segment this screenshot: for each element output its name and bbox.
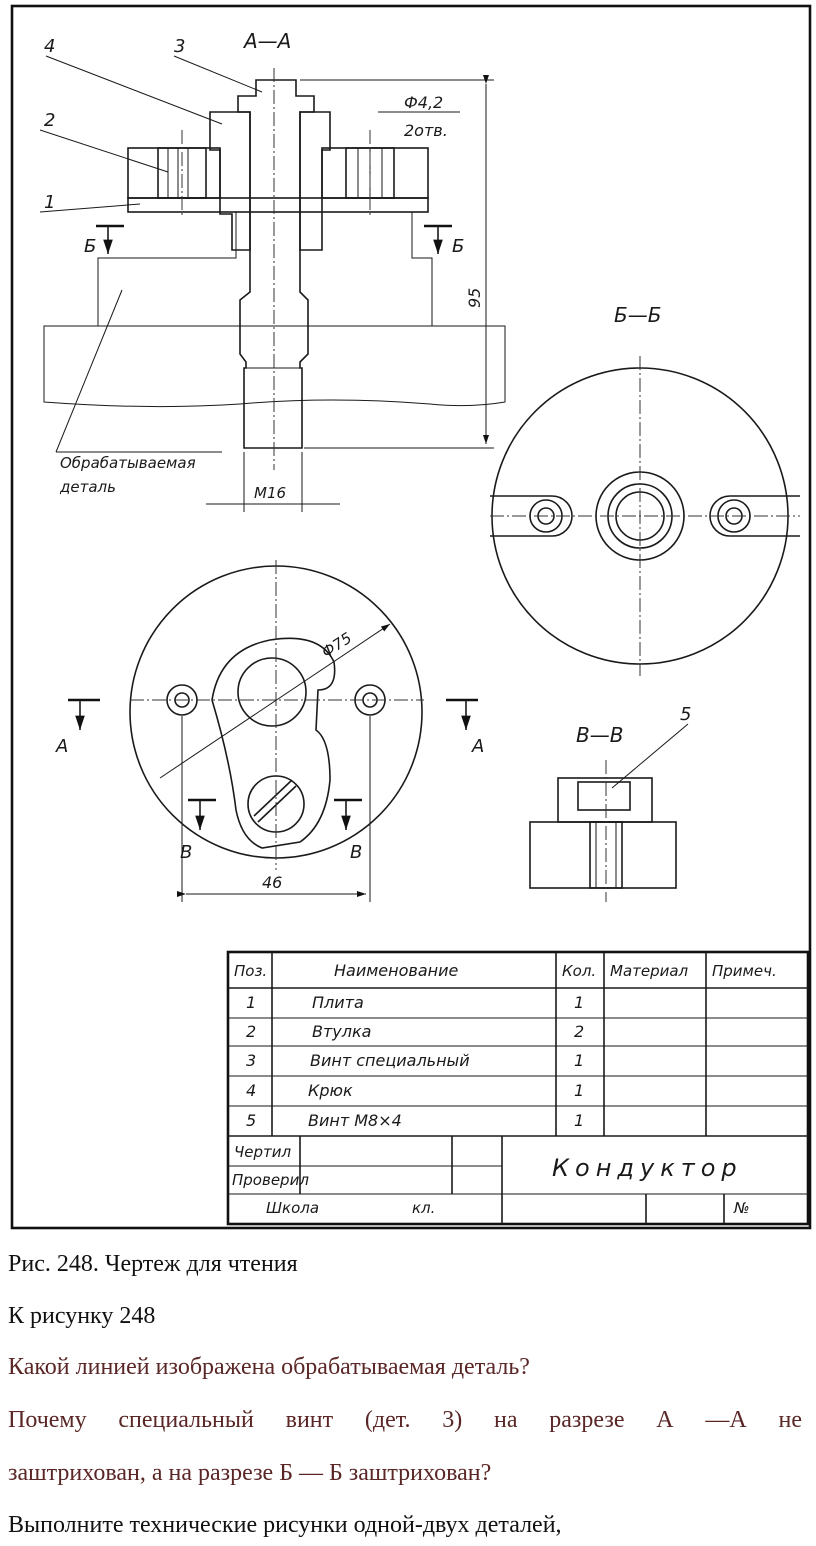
support-legs xyxy=(98,212,432,326)
dim-thread: М16 xyxy=(254,484,287,502)
cut-v-right: В xyxy=(350,842,363,863)
question-1: Какой линией изображена обрабатываемая деталь? xyxy=(8,1354,530,1380)
cut-v-left: В xyxy=(180,842,193,863)
special-screw-part-3 xyxy=(238,80,314,448)
dim-hole-dia: Ф4,2 xyxy=(404,93,444,112)
workpiece-label-2: деталь xyxy=(60,478,116,496)
position-1: 1 xyxy=(44,192,56,213)
title-block xyxy=(228,952,808,1224)
row1-qty: 1 xyxy=(574,993,585,1012)
section-aa-label: А—А xyxy=(244,29,292,53)
section-vv-view xyxy=(530,704,691,902)
hdr-material: Материал xyxy=(610,962,689,980)
row5-name: Винт М8×4 xyxy=(308,1111,402,1130)
row4-name: Крюк xyxy=(308,1081,353,1100)
row2-qty: 2 xyxy=(574,1022,585,1041)
row3-pos: 3 xyxy=(246,1051,257,1070)
row4-pos: 4 xyxy=(246,1081,257,1100)
position-5: 5 xyxy=(680,704,692,725)
stamp-drew: Чертил xyxy=(234,1143,292,1161)
hdr-qty: Кол. xyxy=(562,962,597,980)
position-2: 2 xyxy=(44,110,56,131)
drawing-title: Кондуктор xyxy=(552,1154,743,1182)
row3-name: Винт специальный xyxy=(310,1051,470,1070)
screw-head-plan xyxy=(238,658,306,726)
sheet-frame xyxy=(12,6,810,1228)
cut-a-left: А xyxy=(56,736,69,757)
plate-part-1 xyxy=(128,198,428,212)
hdr-pos: Поз. xyxy=(234,962,268,980)
cut-a-right: А xyxy=(472,736,485,757)
hook-part-4-right xyxy=(300,112,330,250)
dim-hole-count: 2отв. xyxy=(404,121,448,140)
row5-qty: 1 xyxy=(574,1111,585,1130)
dim-diameter: Ф75 xyxy=(318,628,356,662)
hook-plan-outline xyxy=(212,638,335,848)
row5-pos: 5 xyxy=(246,1111,257,1130)
row3-qty: 1 xyxy=(574,1051,585,1070)
task-text: Выполните технические рисунки одной-двух деталей, xyxy=(8,1512,562,1538)
stamp-class: кл. xyxy=(412,1199,436,1217)
figure-subtitle: К рисунку 248 xyxy=(8,1303,156,1329)
cut-b-left: Б xyxy=(84,236,97,257)
cut-b-right: Б xyxy=(452,236,465,257)
row4-qty: 1 xyxy=(574,1081,585,1100)
position-3: 3 xyxy=(174,36,186,57)
hook-part-4 xyxy=(210,112,250,250)
row2-name: Втулка xyxy=(312,1022,372,1041)
dim-height: 95 xyxy=(465,287,484,308)
stamp-number: № xyxy=(734,1199,750,1217)
section-bb-view xyxy=(490,303,800,676)
figure-caption: Рис. 248. Чертеж для чтения xyxy=(8,1251,298,1277)
hdr-name: Наименование xyxy=(334,961,459,980)
plate-right-section xyxy=(322,148,428,198)
question-2-line-2: заштрихован, а на разрезе Б — Б заштрихован? xyxy=(8,1460,492,1486)
position-4: 4 xyxy=(44,36,56,57)
row2-pos: 2 xyxy=(246,1022,257,1041)
hook-section-vv xyxy=(558,778,652,822)
section-vv-label: В—В xyxy=(576,723,624,747)
plate-section-vv xyxy=(530,822,676,888)
row1-pos: 1 xyxy=(246,993,257,1012)
question-2-line-1: Почему специальный винт (дет. 3) на разрезе А —А не xyxy=(8,1407,802,1433)
plan-view xyxy=(55,560,484,902)
section-aa-view xyxy=(40,29,505,512)
stamp-checked: Проверил xyxy=(232,1171,309,1189)
dim-width: 46 xyxy=(262,873,283,892)
workpiece-label-1: Обрабатываемая xyxy=(60,454,196,472)
stamp-school: Школа xyxy=(266,1199,320,1217)
section-bb-label: Б—Б xyxy=(614,303,662,327)
hdr-note: Примеч. xyxy=(712,962,777,980)
row1-name: Плита xyxy=(312,993,364,1012)
